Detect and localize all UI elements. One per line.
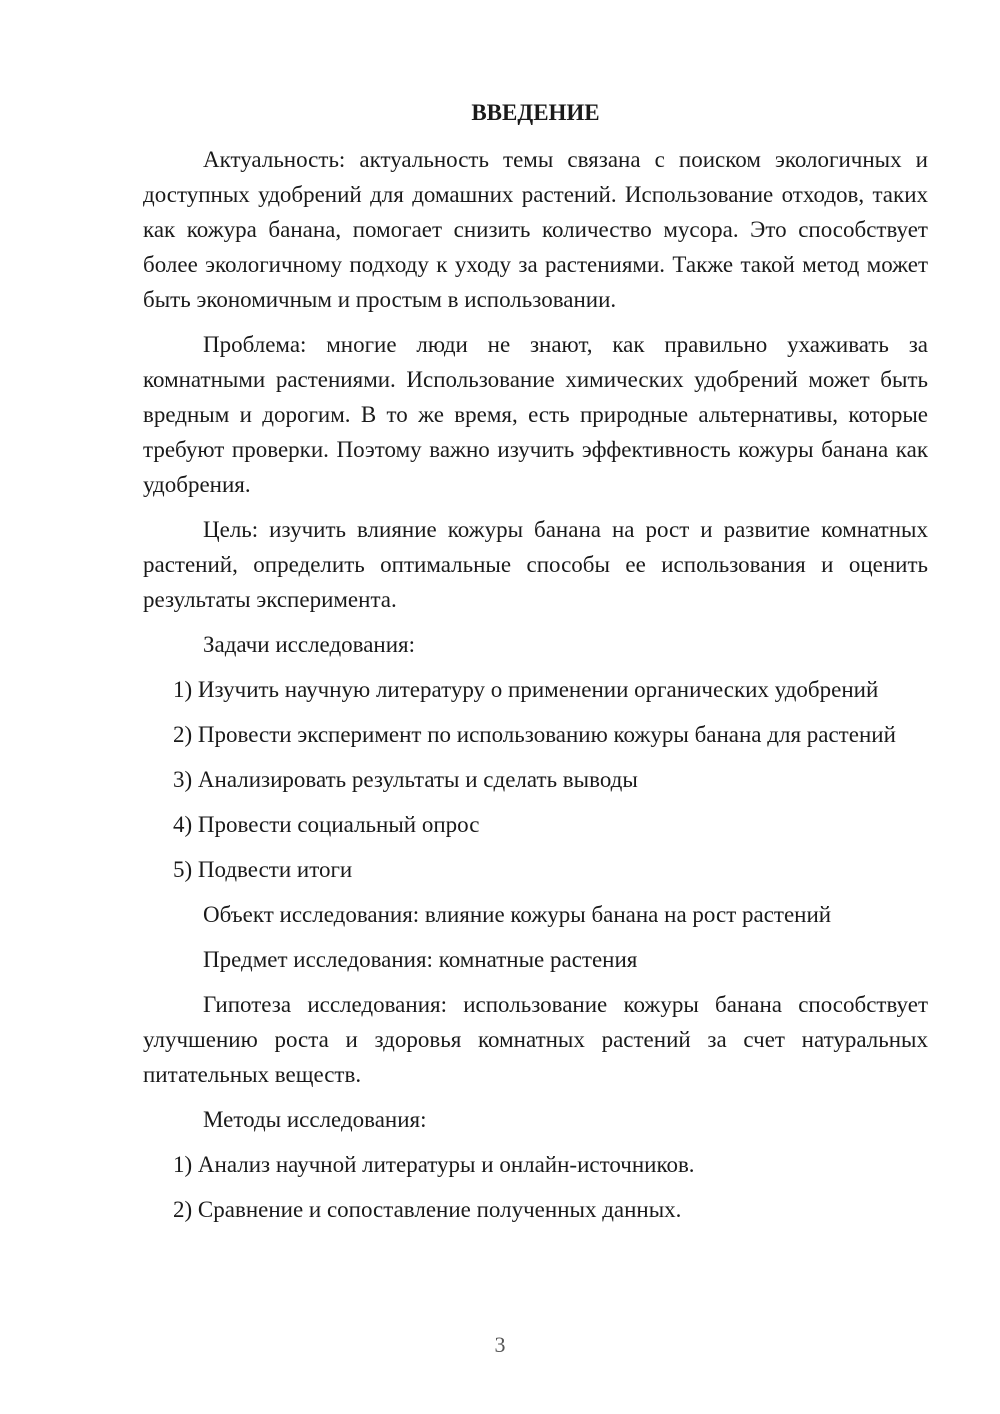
method-item: 2) Сравнение и сопоставление полученных данных. [173,1197,682,1222]
task-item: 3) Анализировать результаты и сделать выводы [173,767,638,792]
method-item: 1) Анализ научной литературы и онлайн-источников. [173,1152,695,1177]
goal-paragraph: Цель: изучить влияние кожуры банана на рост и развитие комнатных растений, определить оптимальные способы ее использования и оценить результаты эксперимента. [143,517,928,612]
relevance-paragraph: Актуальность: актуальность темы связана с поиском экологичных и доступных удобрений для домашних растений. Использование отходов, таких как кожура банана, помогает снизить количество мусора. Это способствует более экологичному подходу к уходу за растениями. Также такой метод может быть экономичным и простым в использовании. [143,147,928,312]
body-content [143,142,928,1227]
methods-heading: Методы исследования: [203,1107,427,1132]
task-item: 1) Изучить научную литературу о применении органических удобрений [173,677,879,702]
task-item: 2) Провести эксперимент по использованию кожуры банана для растений [173,722,896,747]
object-paragraph: Объект исследования: влияние кожуры банана на рост растений [203,902,832,927]
task-item: 4) Провести социальный опрос [173,812,480,837]
tasks-heading: Задачи исследования: [203,632,416,657]
section-title: ВВЕДЕНИЕ [471,100,600,125]
problem-paragraph: Проблема: многие люди не знают, как правильно ухаживать за комнатными растениями. Использование химических удобрений может быть вредным и дорогим. В то же время, есть природные альтернативы, которые требуют проверки. Поэтому важно изучить эффективность кожуры банана как удобрения. [143,332,928,497]
subject-paragraph: Предмет исследования: комнатные растения [203,947,638,972]
hypothesis-paragraph: Гипотеза исследования: использование кожуры банана способствует улучшению роста и здоровья комнатных растений за счет натуральных питательных веществ. [143,992,928,1087]
task-item: 5) Подвести итоги [173,857,353,882]
page-number: 3 [494,1332,506,1357]
